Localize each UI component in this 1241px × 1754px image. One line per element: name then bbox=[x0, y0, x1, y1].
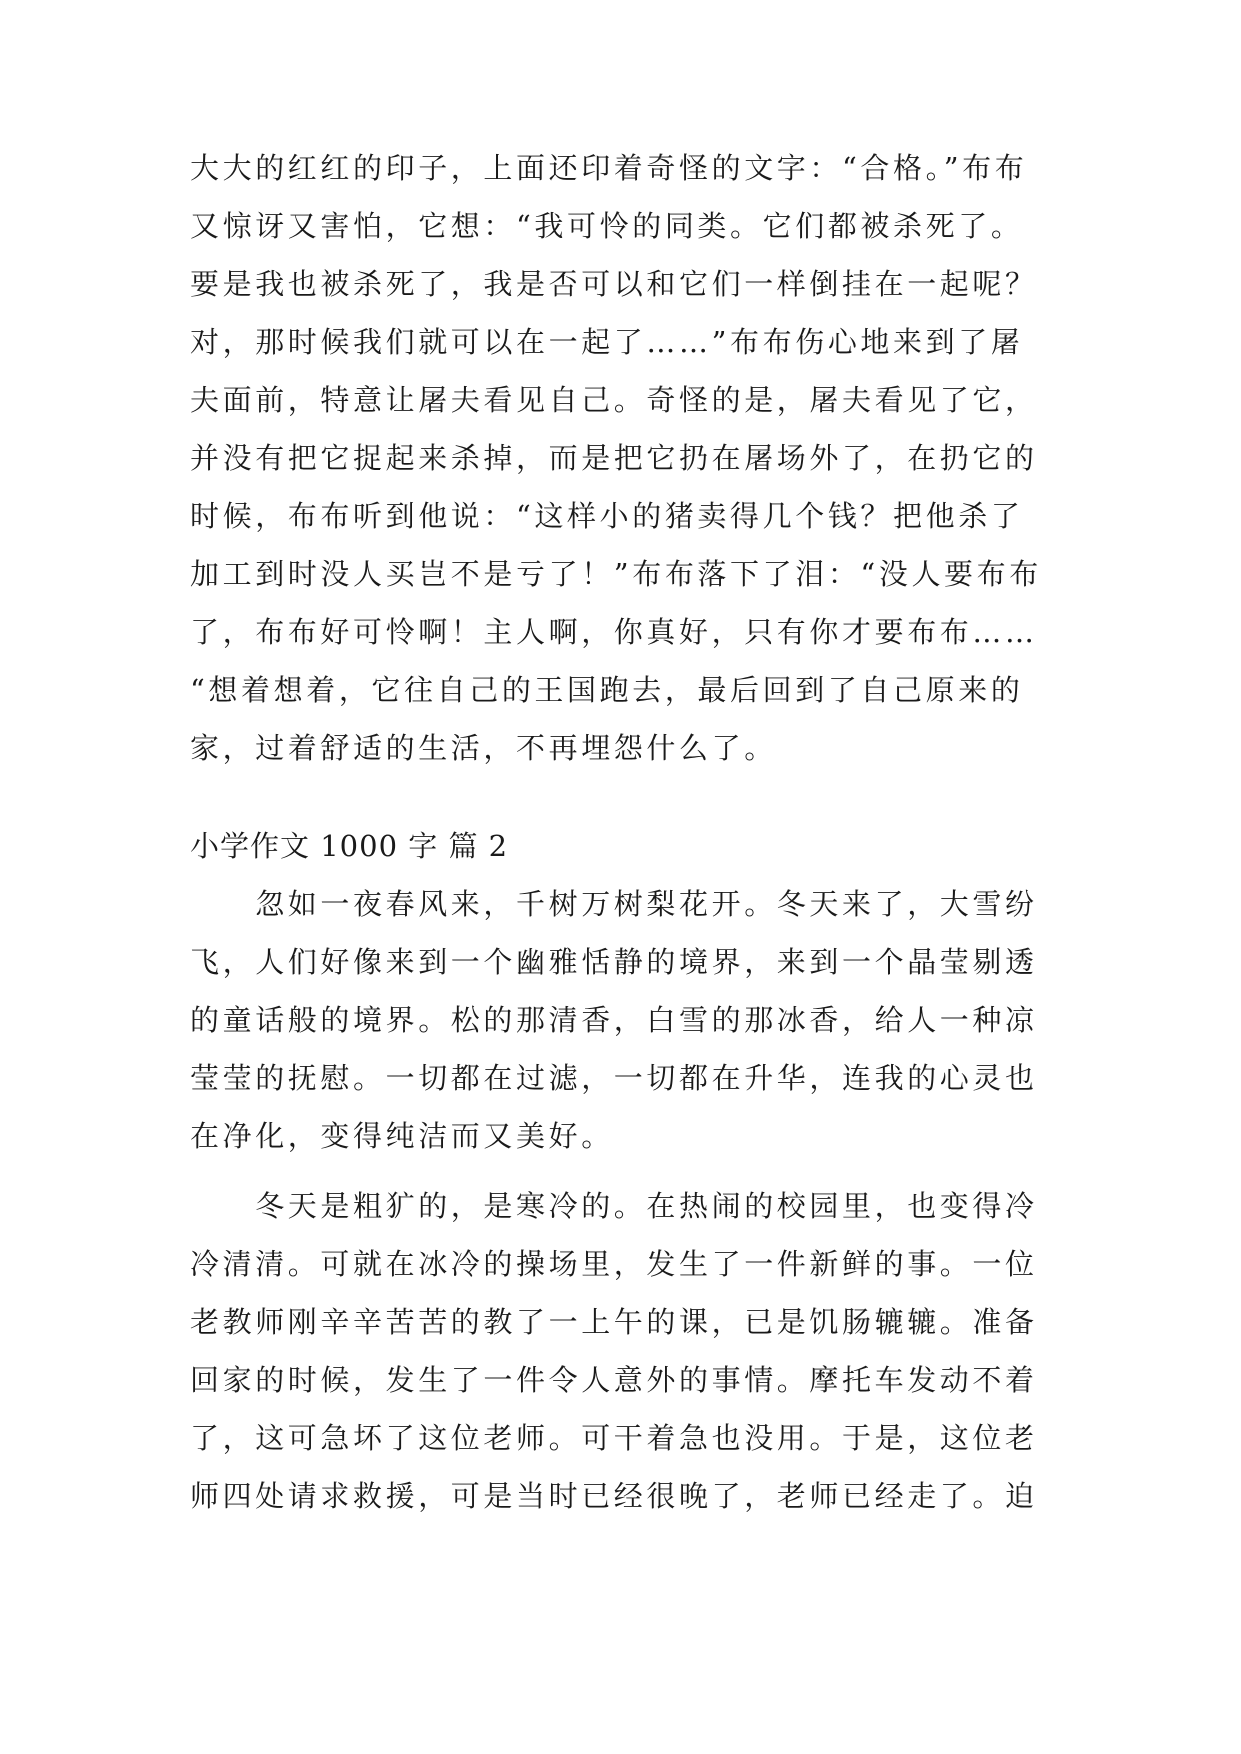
text-line: 冷清清。可就在冰冷的操场里，发生了一件新鲜的事。一位 bbox=[190, 1247, 1038, 1281]
text-line: 飞，人们好像来到一个幽雅恬静的境界，来到一个晶莹剔透 bbox=[190, 945, 1038, 979]
text-line: 回家的时候，发生了一件令人意外的事情。摩托车发动不着 bbox=[190, 1363, 1038, 1397]
text-line: 老教师刚辛辛苦苦的教了一上午的课，已是饥肠辘辘。准备 bbox=[190, 1305, 1038, 1339]
text-line: 了，布布好可怜啊！主人啊，你真好，只有你才要布布…… bbox=[190, 615, 1038, 649]
text-line: 在净化，变得纯洁而又美好。 bbox=[190, 1119, 614, 1153]
text-line: 又惊讶又害怕，它想：“我可怜的同类。它们都被杀死了。 bbox=[190, 209, 1024, 243]
text-line: 忽如一夜春风来，千树万树梨花开。冬天来了，大雪纷 bbox=[190, 887, 1038, 921]
text-line: 冬天是粗犷的，是寒冷的。在热闹的校园里，也变得冷 bbox=[190, 1189, 1038, 1223]
text-line: 师四处请求救援，可是当时已经很晚了，老师已经走了。迫 bbox=[190, 1479, 1038, 1513]
text-line: 莹莹的抚慰。一切都在过滤，一切都在升华，连我的心灵也 bbox=[190, 1061, 1038, 1095]
text-line: 的童话般的境界。松的那清香，白雪的那冰香，给人一种凉 bbox=[190, 1003, 1038, 1037]
text-line: 对，那时候我们就可以在一起了……”布布伤心地来到了屠 bbox=[190, 325, 1024, 359]
text-line: 加工到时没人买岂不是亏了！”布布落下了泪：“没人要布布 bbox=[190, 557, 1042, 591]
text-line: 家，过着舒适的生活，不再埋怨什么了。 bbox=[190, 731, 777, 765]
text-line: 夫面前，特意让屠夫看见自己。奇怪的是，屠夫看见了它， bbox=[190, 383, 1038, 417]
section-heading: 小学作文 1000 字 篇 2 bbox=[190, 829, 509, 863]
text-line: 了，这可急坏了这位老师。可干着急也没用。于是，这位老 bbox=[190, 1421, 1038, 1455]
text-line: 时候，布布听到他说：“这样小的猪卖得几个钱？把他杀了 bbox=[190, 499, 1024, 533]
text-line: “想着想着，它往自己的王国跑去，最后回到了自己原来的 bbox=[190, 673, 1024, 707]
text-line: 要是我也被杀死了，我是否可以和它们一样倒挂在一起呢？ bbox=[190, 267, 1038, 301]
text-line: 大大的红红的印子，上面还印着奇怪的文字：“合格。”布布 bbox=[190, 151, 1028, 185]
text-line: 并没有把它捉起来杀掉，而是把它扔在屠场外了，在扔它的 bbox=[190, 441, 1038, 475]
